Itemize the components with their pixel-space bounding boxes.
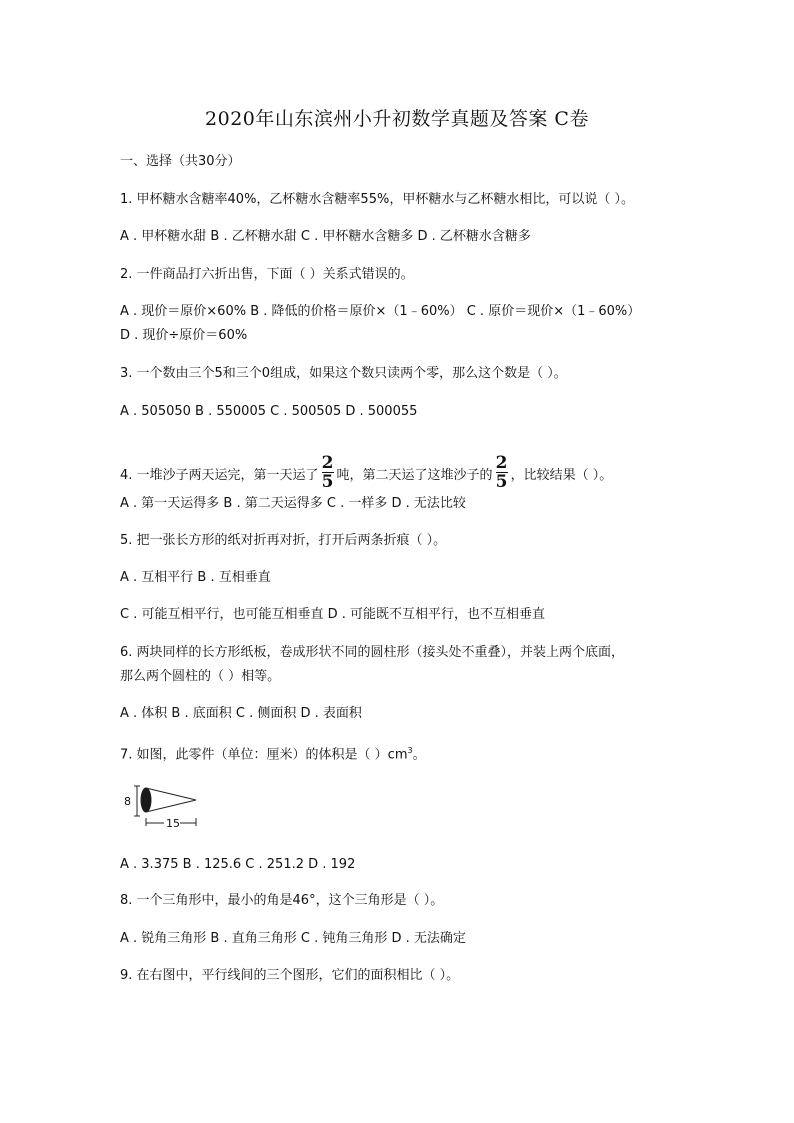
question-4-stem (120, 453, 680, 493)
question-4-stem-part2: 吨，第二天运了这堆沙子的 (336, 468, 493, 483)
question-4-options: A . 第一天运得多 B . 第二天运得多 C . 一样多 D . 无法比较 (120, 496, 466, 511)
question-6-stem-line1: 6. 两块同样的长方形纸板，卷成形状不同的圆柱形（接头处不重叠），并装上两个底面， (120, 645, 625, 660)
fraction-two-fifths (322, 455, 334, 490)
question-5-options-line2: C . 可能互相平行，也可能互相垂直 D . 可能既不互相平行，也不互相垂直 (120, 607, 546, 622)
section-heading: 一、选择（共30分） (120, 154, 241, 169)
cone-body (146, 788, 196, 812)
question-6-stem-line2: 那么两个圆柱的（ ）相等。 (120, 669, 281, 684)
question-3-stem: 3. 一个数由三个5和三个0组成，如果这个数只读两个零，那么这个数是（ ）。 (120, 366, 567, 381)
question-7-stem-end: 。 (412, 747, 426, 763)
length-label: 15 (166, 817, 180, 830)
question-4-stem-part3: ，比较结果（ ）。 (510, 468, 613, 483)
question-9-stem: 9. 在右图中，平行线间的三个图形，它们的面积相比（ ）。 (120, 968, 460, 983)
question-4-stem-part1: 4. 一堆沙子两天运完，第一天运了 (120, 468, 319, 483)
fraction-numerator: 2 (495, 453, 508, 473)
cubic-superscript: 3 (407, 746, 413, 755)
question-6-options: A . 体积 B . 底面积 C . 侧面积 D . 表面积 (120, 706, 362, 721)
question-2-options-line2: D . 现价÷原价＝60% (120, 328, 248, 343)
height-label: 8 (124, 795, 131, 808)
question-7-options: A . 3.375 B . 125.6 C . 251.2 D . 192 (120, 857, 356, 872)
question-2-options-line1: A . 现价＝原价×60% B . 降低的价格＝原价×（1﹣60%） C . 原价＝现价×（1﹣60%） (120, 304, 641, 319)
fraction-denominator: 5 (321, 472, 334, 492)
question-8-options: A . 锐角三角形 B . 直角三角形 C . 钝角三角形 D . 无法确定 (120, 931, 466, 946)
cone-figure (120, 782, 210, 834)
fraction-numerator: 2 (321, 453, 334, 473)
question-3-options: A . 505050 B . 550005 C . 500505 D . 500055 (120, 404, 418, 419)
question-8-stem: 8. 一个三角形中，最小的角是46°，这个三角形是（ ）。 (120, 893, 444, 908)
question-5-stem: 5. 把一张长方形的纸对折再对折，打开后两条折痕（ ）。 (120, 533, 447, 548)
question-1-options: A . 甲杯糖水甜 B . 乙杯糖水甜 C . 甲杯糖水含糖多 D . 乙杯糖水含糖多 (120, 229, 531, 244)
question-7-stem (120, 742, 680, 764)
question-5-options-line1: A . 互相平行 B . 互相垂直 (120, 570, 271, 585)
fraction-denominator: 5 (495, 472, 508, 492)
question-2-stem: 2. 一件商品打六折出售，下面（ ）关系式错误的。 (120, 267, 414, 282)
question-7-stem-text: 7. 如图，此零件（单位：厘米）的体积是（ ）cm (120, 747, 408, 763)
page-title: 2020年山东滨州小升初数学真题及答案 C卷 (205, 108, 589, 130)
question-1-stem: 1. 甲杯糖水含糖率40%，乙杯糖水含糖率55%，甲杯糖水与乙杯糖水相比，可以说（ ）。 (120, 192, 634, 207)
fraction-two-fifths (496, 455, 508, 490)
cone-base (141, 788, 151, 812)
